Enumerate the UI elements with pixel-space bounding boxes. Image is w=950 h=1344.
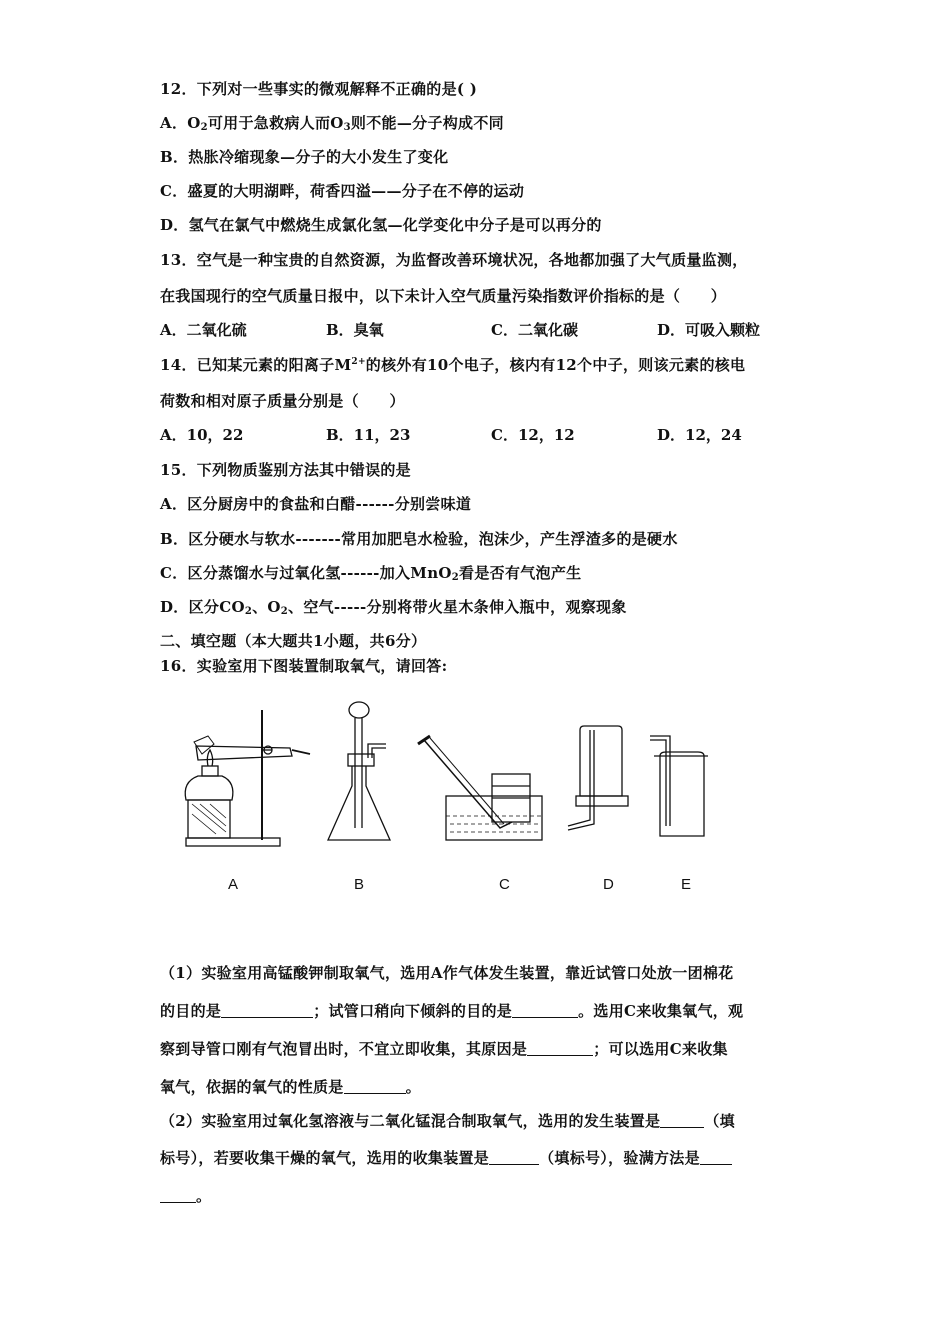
q16-part1-line4: 氧气，依据的氧气的性质是 。 — [160, 1078, 421, 1096]
apparatus-b-icon — [328, 702, 390, 840]
answer-blank[interactable] — [489, 1150, 539, 1165]
label-e: E — [681, 876, 692, 893]
q15-option-d: D．区分$CO_2$、$O_2$、空气-----分别将带火星木条伸入瓶中，观察现象 — [160, 598, 627, 617]
label-a: A — [228, 876, 239, 893]
q16-part2-line2: 标号），若要收集干燥的氧气，选用的收集装置是 （填标号），验满方法是 — [160, 1147, 732, 1168]
label-d: D — [603, 876, 614, 893]
label-c: C — [499, 876, 510, 893]
section-heading: 二、填空题（本大题共1小题，共6分） — [160, 632, 427, 650]
q12-option-d: D．氢气在氯气中燃烧生成氯化氢—化学变化中分子是可以再分的 — [160, 216, 602, 234]
q16-part2-line3: 。 — [160, 1185, 211, 1206]
q12-stem: 12．下列对一些事实的微观解释不正确的是( ) — [160, 80, 478, 98]
q15-option-c: C．区分蒸馏水与过氧化氢------加入MnO$_2$看是否有气泡产生 — [160, 564, 582, 583]
q16-part2-line1: （2）实验室用过氧化氢溶液与二氧化锰混合制取氧气，选用的发生装置是 （填 — [160, 1112, 735, 1130]
apparatus-a-icon — [185, 710, 310, 846]
answer-blank[interactable] — [527, 1041, 593, 1056]
q14-stem-line1: 14．已知某元素的阳离子$M^{2+}$的核外有10个电子，核内有12个中子，则该元素的核电 — [160, 356, 746, 374]
q12-option-c: C．盛夏的大明湖畔，荷香四溢——分子在不停的运动 — [160, 182, 525, 200]
q13-option-b: B．臭氧 — [326, 321, 384, 339]
q12-option-a: A．$O_2$可用于急救病人而$O_3$则不能—分子构成不同 — [160, 114, 504, 133]
apparatus-d-icon — [568, 726, 628, 830]
apparatus-e-icon — [650, 736, 708, 836]
q16-stem: 16．实验室用下图装置制取氧气，请回答: — [160, 657, 448, 675]
q16-part1-line3: 察到导管口刚有气泡冒出时，不宜立即收集，其原因是 ；可以选用C来收集 — [160, 1040, 728, 1058]
apparatus-diagram — [150, 700, 750, 900]
q12-option-b: B．热胀冷缩现象—分子的大小发生了变化 — [160, 148, 449, 166]
q13-option-c: C．二氧化碳 — [491, 321, 578, 339]
q14-option-d: D．12，24 — [657, 426, 742, 444]
answer-blank[interactable] — [700, 1150, 732, 1165]
q13-stem-line1: 13．空气是一种宝贵的自然资源，为监督改善环境状况，各地都加强了大气质量监测， — [160, 251, 748, 269]
answer-blank[interactable] — [160, 1188, 196, 1203]
q15-option-a: A．区分厨房中的食盐和白醋------分别尝味道 — [160, 495, 472, 513]
q13-option-d: D．可吸入颗粒 — [657, 321, 761, 339]
q13-option-a: A．二氧化硫 — [160, 321, 247, 339]
answer-blank[interactable] — [344, 1079, 406, 1094]
q15-stem: 15．下列物质鉴别方法其中错误的是 — [160, 461, 411, 479]
apparatus-c-icon — [418, 736, 542, 840]
q16-part1-line2: 的目的是 ；试管口稍向下倾斜的目的是 。选用C来收集氧气，观 — [160, 1002, 744, 1020]
q13-stem-line2: 在我国现行的空气质量日报中，以下未计入空气质量污染指数评价指标的是（ ） — [160, 287, 727, 305]
q14-option-c: C．12，12 — [491, 426, 575, 444]
answer-blank[interactable] — [512, 1003, 578, 1018]
answer-blank[interactable] — [221, 1003, 313, 1018]
q14-option-b: B．11，23 — [326, 426, 411, 444]
answer-blank[interactable] — [660, 1113, 704, 1128]
q14-stem-line2: 荷数和相对原子质量分别是（ ） — [160, 392, 405, 410]
q14-option-a: A．10，22 — [160, 426, 244, 444]
q15-option-b: B．区分硬水与软水-------常用加肥皂水检验，泡沫少，产生浮渣多的是硬水 — [160, 530, 678, 548]
q16-part1-line1: （1）实验室用高锰酸钾制取氧气，选用A作气体发生装置，靠近试管口处放一团棉花 — [160, 964, 734, 982]
label-b: B — [354, 876, 365, 893]
